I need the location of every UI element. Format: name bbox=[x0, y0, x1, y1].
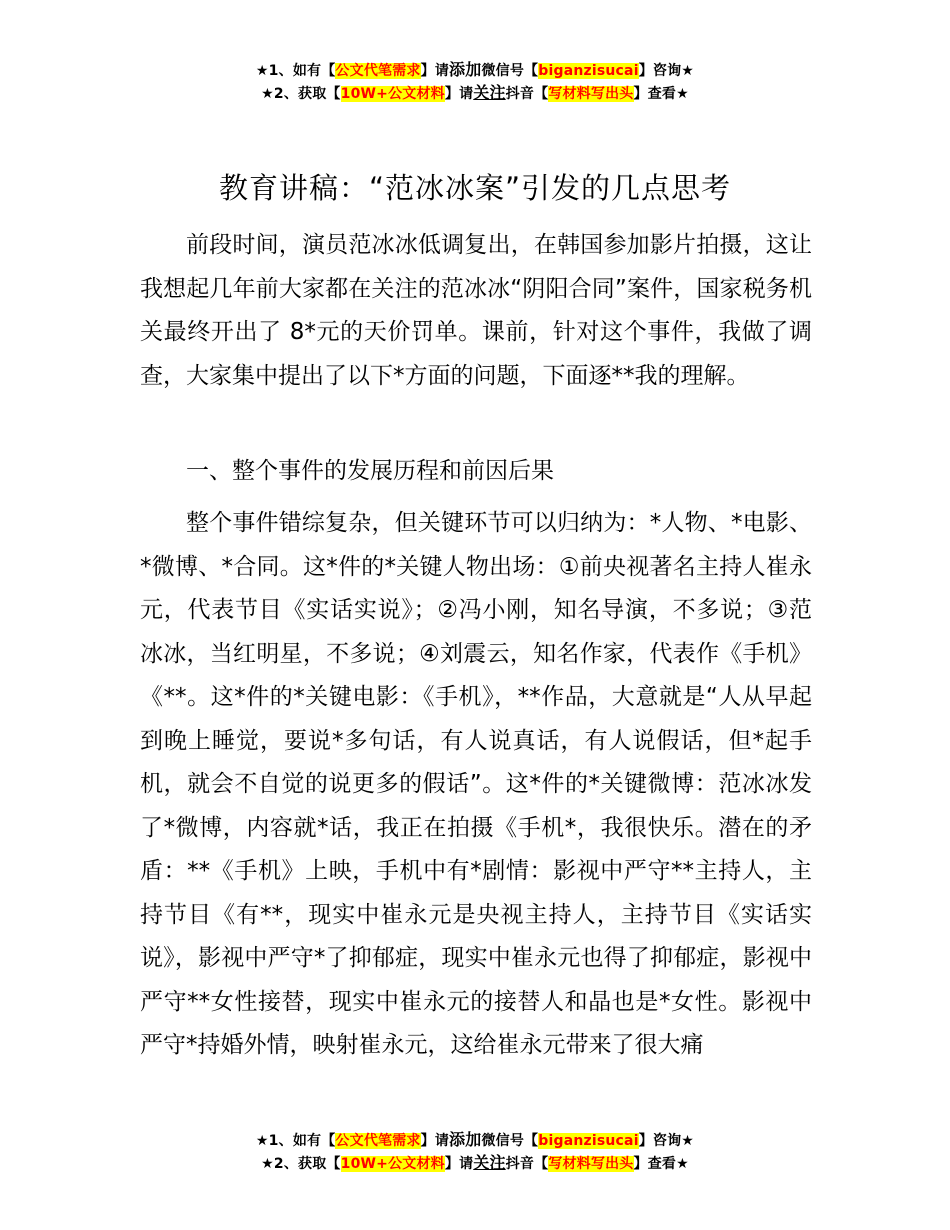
banner-text: 】请 bbox=[420, 1133, 450, 1149]
document-title: 教育讲稿：“范冰冰案”引发的几点思考 bbox=[218, 171, 732, 205]
banner-text: 抖音【 bbox=[505, 1156, 549, 1172]
banner-text: 】咨询★ bbox=[638, 63, 695, 79]
header-banner bbox=[0, 59, 950, 105]
banner-text: ★1、如有【 bbox=[255, 1133, 336, 1149]
heading-text: 一、整个事件的发展历程和前因后果 bbox=[186, 458, 554, 484]
banner-line-1 bbox=[0, 59, 950, 82]
banner-text: 】咨询★ bbox=[638, 1133, 695, 1149]
highlight-wechat-id: biganzisucai bbox=[538, 1133, 639, 1149]
banner-text: 】请 bbox=[444, 86, 474, 102]
banner-line-1 bbox=[0, 1129, 950, 1152]
banner-line-2 bbox=[0, 1152, 950, 1175]
banner-text: 】查看★ bbox=[633, 1156, 689, 1172]
banner-emphasis: 关注 bbox=[473, 83, 506, 102]
banner-emphasis: 添加 bbox=[449, 1130, 482, 1149]
paragraph-text: 整个事件错综复杂，但关键环节可以归纳为：*人物、*电影、*微博、*合同。这*件的*关键人物出场：①前央视著名主持人崔永元，代表节目《实话实说》；②冯小刚，知名导演，不多说；③范冰冰，当红明星，不多说；④刘震云，知名作家，代表作《手机》《**。这*件的*关键电影：《手机》，**作品，大意就是“人从早起到晚上睡觉，要说*多句话，有人说真话，有人说假话，但*起手机，就会不自觉的说更多的假话”。这*件的*关键微博：范冰冰发了*微博，内容就*话，我正在拍摄《手机*，我很快乐。潜在的矛盾：**《手机》上映，手机中有*剧情：影视中严守**主持人，主持节目《有**，现实中崔永元是央视主持人，主持节目《实话实说》，影视中严守*了抑郁症，现实中崔永元也得了抑郁症，影视中严守**女性接替，现实中崔永元的接替人和晶也是*女性。影视中严守*持婚外情，映射崔永元，这给崔永元带来了很大痛 bbox=[140, 510, 812, 1058]
highlight-douyin-account: 写材料写出头 bbox=[548, 86, 634, 102]
banner-text: 】请 bbox=[420, 63, 450, 79]
banner-text: 微信号【 bbox=[481, 1133, 539, 1149]
footer-banner bbox=[0, 1129, 950, 1175]
banner-emphasis: 关注 bbox=[473, 1153, 506, 1172]
highlight-douyin-account: 写材料写出头 bbox=[548, 1156, 634, 1172]
banner-emphasis: 添加 bbox=[449, 60, 482, 79]
banner-line-2 bbox=[0, 82, 950, 105]
highlight-materials: 10W+公文材料 bbox=[340, 86, 445, 102]
paragraph-text: 前段时间，演员范冰冰低调复出，在韩国参加影片拍摄，这让我想起几年前大家都在关注的范冰冰“阴阳合同”案件，国家税务机关最终开出了 8*元的天价罚单。课前，针对这个事件，我做了调查，大家集中提出了以下*方面的问题，下面逐**我的理解。 bbox=[140, 232, 812, 389]
highlight-materials: 10W+公文材料 bbox=[340, 1156, 445, 1172]
highlight-service: 公文代笔需求 bbox=[335, 63, 421, 79]
banner-text: ★2、获取【 bbox=[261, 86, 341, 102]
body-paragraph-2 bbox=[140, 502, 812, 1068]
banner-text: ★1、如有【 bbox=[255, 63, 336, 79]
banner-text: 抖音【 bbox=[505, 86, 549, 102]
highlight-service: 公文代笔需求 bbox=[335, 1133, 421, 1149]
banner-text: 微信号【 bbox=[481, 63, 539, 79]
banner-text: 】请 bbox=[444, 1156, 474, 1172]
highlight-wechat-id: biganzisucai bbox=[538, 63, 639, 79]
banner-text: 】查看★ bbox=[633, 86, 689, 102]
body-paragraph-1 bbox=[140, 224, 812, 398]
section-heading-1 bbox=[140, 450, 812, 494]
banner-text: ★2、获取【 bbox=[261, 1156, 341, 1172]
